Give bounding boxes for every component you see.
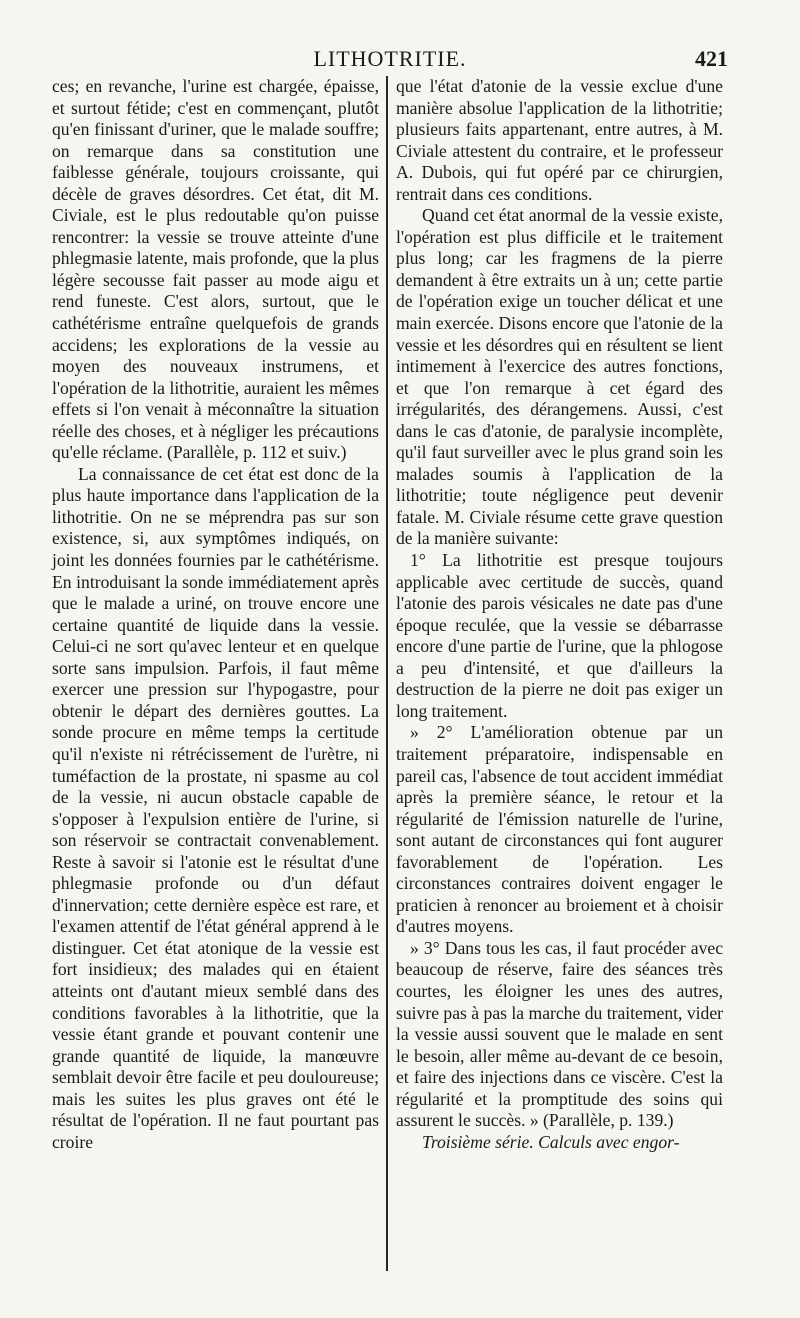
numbered-paragraph-3: » 3° Dans tous les cas, il faut procéder avec beaucoup de réserve, faire des séances très courtes, les éloigner les unes des autres, suivre pas à pas la marche du traitement, vider la vessie aussi souvent que le malade en sent le besoin, aller même au-devant de ce besoin, et faire des injections dans ce viscère. C'est la régularité et la promptitude des soins qui assurent le succès. » (Parallèle, p. 139.): [396, 937, 723, 1131]
running-head: [52, 44, 728, 74]
column-divider: [386, 76, 388, 1271]
paragraph: que l'état d'atonie de la vessie exclue d'une manière absolue l'application de la lithotritie; plusieurs faits appartenant, entre autres, à M. Civiale attestent du contraire, et le professeur A. Dubois, qui fut opéré par ce chirurgien, rentrait dans ces conditions.: [396, 76, 723, 204]
page-number: 421: [695, 46, 728, 71]
numbered-paragraph-2: » 2° L'amélioration obtenue par un traitement préparatoire, indispensable en pareil cas, l'absence de tout accident immédiat après la première séance, le retour et la régularité de l'émission naturelle de l'urine, sont autant de circonstances qui font augurer favorablement de l'opération. Les circonstances contraires doivent engager le praticien à renoncer au broiement et à choisir d'autres moyens.: [396, 722, 723, 937]
running-title: LITHOTRITIE.: [313, 46, 467, 71]
paragraph: Quand cet état anormal de la vessie existe, l'opération est plus difficile et le traitement plus long; car les fragmens de la pierre demandent à être extraits un à un; cette partie de l'opération exige un toucher délicat et une main exercée. Disons encore que l'atonie de la vessie et les désordres qui en résultent se lient intimement à l'exercice des autres fonctions, et que l'on remarque à cet égard des irrégularités, des dérangemens. Aussi, c'est dans le cas d'atonie, de paralysie incomplète, qu'il faut surveiller avec le plus grand soin les malades soumis à l'application de la lithotritie; toute négligence peut devenir fatale. M. Civiale résume cette grave question de la manière suivante:: [396, 205, 723, 549]
paragraph: ces; en revanche, l'urine est chargée, épaisse, et surtout fétide; c'est en commençant, plutôt qu'en finissant d'uriner, que le malade souffre; on remarque dans sa constitution une faiblesse générale, toujours croissante, qui décèle de graves désordres. Cet état, dit M. Civiale, est le plus redoutable qu'on puisse rencontrer: la vessie se trouve atteinte d'une phlegmasie latente, mais profonde, que la plus légère secousse fait passer au mode aigu et rend funeste. C'est alors, surtout, que le cathétérisme entraîne quelquefois de grands accidens; les explorations de la vessie au moyen des nouveaux instrumens, et l'opération de la lithotritie, auraient les mêmes effets si l'on venait à méconnaître la situation réelle des choses, et à négliger les précautions qu'elle réclame. (Parallèle, p. 112 et suiv.): [52, 76, 379, 463]
paragraph: La connaissance de cet état est donc de la plus haute importance dans l'application de la lithotritie. On ne se méprendra pas sur son existence, si, aux symptômes indiqués, on joint les données fournies par le cathétérisme. En introduisant la sonde immédiatement après que le malade a uriné, on trouve encore une certaine quantité de liquide dans la vessie. Celui-ci ne sort qu'avec lenteur et en quelque sorte sans impulsion. Parfois, il faut même exercer une pression sur l'hypogastre, pour obtenir le départ des dernières gouttes. La sonde procure en même temps la certitude qu'il n'existe ni rétrécissement de l'urètre, ni tuméfaction de la prostate, ni spasme au col de la vessie, ni aucun obstacle capable de s'opposer à l'expulsion entière de l'urine, si son réservoir se contractait convenablement. Reste à savoir si l'atonie est le résultat d'une phlegmasie profonde ou d'un défaut d'innervation; cette dernière espèce est rare, et l'examen attentif de l'état général apprend à le distinguer. Cet état atonique de la vessie est fort insidieux; des malades qui en étaient atteints ont d'autant mieux semblé dans des conditions favorables à la lithotritie, que la vessie étant grande et pouvant contenir une grande quantité de liquide, la manœuvre semblait devoir être facile et peu douloureuse; mais les suites les plus graves ont été le résultat de l'opération. Il ne faut pourtant pas croire: [52, 463, 379, 1152]
numbered-paragraph-1: 1° La lithotritie est presque toujours applicable avec certitude de succès, quand l'atonie des parois vésicales ne date pas d'une époque reculée, que la vessie se débarrasse encore d'une partie de l'urine, que la phlogose a peu d'intensité, et que d'ailleurs la destruction de la pierre ne doit pas exiger un long traitement.: [396, 550, 723, 721]
left-column: [52, 76, 379, 1286]
section-heading: Troisième série. Calculs avec engor-: [422, 1131, 680, 1152]
right-column: [396, 76, 723, 1286]
